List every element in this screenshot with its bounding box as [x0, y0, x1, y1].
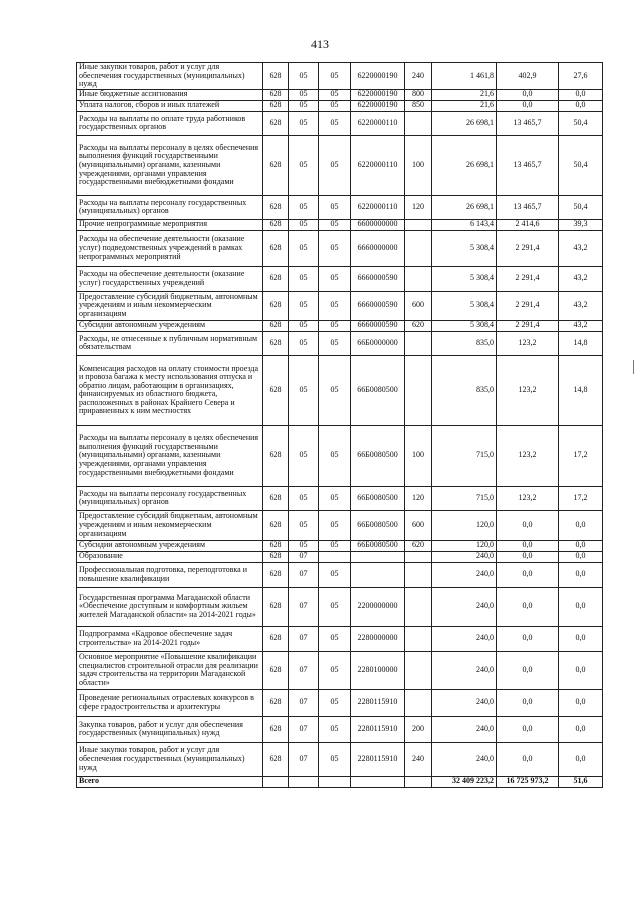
cell-percent: 43,2 [559, 266, 603, 291]
cell-expense-type [405, 111, 432, 135]
cell-percent: 17,2 [559, 425, 603, 486]
cell-section: 05 [289, 230, 319, 266]
cell-actual: 13 465,7 [497, 135, 559, 195]
cell-ved: 628 [263, 551, 289, 562]
cell-plan: 5 308,4 [432, 230, 497, 266]
cell-plan: 835,0 [432, 331, 497, 355]
total-plan: 32 409 223,2 [432, 776, 497, 787]
cell-empty [405, 776, 432, 787]
cell-expense-type: 600 [405, 291, 432, 320]
cell-percent: 0,0 [559, 540, 603, 551]
cell-percent: 43,2 [559, 230, 603, 266]
cell-section: 07 [289, 551, 319, 562]
cell-name: Расходы, не отнесенные к публичным нормативным обязательствам [77, 331, 263, 355]
cell-name: Предоставление субсидий бюджетным, автономным учреждениям и иным некоммерческим организациям [77, 291, 263, 320]
cell-actual: 0,0 [497, 742, 559, 776]
cell-ved: 628 [263, 320, 289, 331]
cell-section: 05 [289, 100, 319, 111]
table-row [77, 626, 603, 651]
table-row [77, 510, 603, 540]
cell-section: 05 [289, 510, 319, 540]
table-row [77, 540, 603, 551]
cell-empty [289, 776, 319, 787]
page-number: 413 [311, 37, 329, 51]
cell-percent: 0,0 [559, 626, 603, 651]
cell-name: Иные бюджетные ассигнования [77, 89, 263, 100]
cell-target-article: 66Б0080500 [351, 510, 405, 540]
cell-subsection: 05 [319, 195, 351, 219]
cell-section: 07 [289, 626, 319, 651]
cell-percent: 0,0 [559, 510, 603, 540]
cell-subsection: 05 [319, 486, 351, 510]
cell-ved: 628 [263, 219, 289, 230]
cell-expense-type [405, 219, 432, 230]
cell-target-article [351, 551, 405, 562]
table-row [77, 486, 603, 510]
cell-section: 05 [289, 266, 319, 291]
cell-expense-type: 100 [405, 135, 432, 195]
cell-subsection: 05 [319, 510, 351, 540]
cell-target-article: 6660000590 [351, 266, 405, 291]
cell-section: 07 [289, 716, 319, 742]
cell-subsection: 05 [319, 562, 351, 587]
cell-plan: 21,6 [432, 89, 497, 100]
table-row [77, 689, 603, 716]
cell-subsection: 05 [319, 219, 351, 230]
cell-subsection: 05 [319, 651, 351, 689]
cell-actual: 0,0 [497, 100, 559, 111]
cell-section: 05 [289, 486, 319, 510]
cell-actual: 2 291,4 [497, 320, 559, 331]
cell-ved: 628 [263, 540, 289, 551]
cell-name: Иные закупки товаров, работ и услуг для обеспечения государственных (муниципальных) нужд [77, 742, 263, 776]
cell-ved: 628 [263, 562, 289, 587]
cell-target-article [351, 562, 405, 587]
cell-actual: 0,0 [497, 716, 559, 742]
table-row [77, 320, 603, 331]
cell-percent: 50,4 [559, 111, 603, 135]
cell-ved: 628 [263, 626, 289, 651]
cell-section: 05 [289, 135, 319, 195]
cell-name: Прочие непрограммные мероприятия [77, 219, 263, 230]
cell-actual: 123,2 [497, 355, 559, 425]
cell-ved: 628 [263, 355, 289, 425]
margin-mark [633, 360, 634, 374]
table-row [77, 230, 603, 266]
table-row [77, 100, 603, 111]
cell-plan: 240,0 [432, 651, 497, 689]
cell-section: 07 [289, 587, 319, 626]
table-row [77, 651, 603, 689]
cell-percent: 0,0 [559, 551, 603, 562]
cell-actual: 0,0 [497, 551, 559, 562]
cell-ved: 628 [263, 510, 289, 540]
table-row [77, 331, 603, 355]
cell-ved: 628 [263, 111, 289, 135]
cell-target-article: 6220000190 [351, 89, 405, 100]
table-row [77, 89, 603, 100]
table-row [77, 425, 603, 486]
cell-percent: 39,3 [559, 219, 603, 230]
cell-target-article: 66Б0080500 [351, 540, 405, 551]
cell-name: Расходы на выплаты по оплате труда работников государственных органов [77, 111, 263, 135]
cell-section: 05 [289, 111, 319, 135]
cell-percent: 43,2 [559, 291, 603, 320]
cell-actual: 123,2 [497, 331, 559, 355]
cell-target-article: 6220000190 [351, 63, 405, 90]
cell-name: Предоставление субсидий бюджетным, автономным учреждениям и иным некоммерческим организациям [77, 510, 263, 540]
cell-empty [319, 776, 351, 787]
cell-expense-type: 800 [405, 89, 432, 100]
cell-ved: 628 [263, 331, 289, 355]
cell-name: Проведение региональных отраслевых конкурсов в сфере градостроительства и архитектуры [77, 689, 263, 716]
cell-ved: 628 [263, 195, 289, 219]
cell-plan: 1 461,8 [432, 63, 497, 90]
cell-percent: 0,0 [559, 716, 603, 742]
cell-name: Расходы на выплаты персоналу в целях обеспечения выполнения функций государственными (муниципальными) органами, казенными учреждениями, органами управления государственными внебюджетными фондами [77, 425, 263, 486]
cell-target-article: 2280100000 [351, 651, 405, 689]
cell-name: Образование [77, 551, 263, 562]
cell-percent: 0,0 [559, 587, 603, 626]
cell-percent: 0,0 [559, 742, 603, 776]
cell-section: 05 [289, 320, 319, 331]
table-row [77, 562, 603, 587]
cell-subsection: 05 [319, 626, 351, 651]
cell-name: Расходы на выплаты персоналу государственных (муниципальных) органов [77, 195, 263, 219]
cell-subsection [319, 551, 351, 562]
cell-plan: 5 308,4 [432, 266, 497, 291]
table-row [77, 266, 603, 291]
cell-subsection: 05 [319, 266, 351, 291]
cell-subsection: 05 [319, 89, 351, 100]
cell-subsection: 05 [319, 540, 351, 551]
cell-target-article: 66Б0000000 [351, 331, 405, 355]
cell-expense-type [405, 551, 432, 562]
table-row [77, 195, 603, 219]
cell-expense-type [405, 266, 432, 291]
cell-subsection: 05 [319, 716, 351, 742]
cell-ved: 628 [263, 425, 289, 486]
cell-empty [351, 776, 405, 787]
cell-expense-type: 120 [405, 195, 432, 219]
cell-percent: 50,4 [559, 135, 603, 195]
cell-actual: 0,0 [497, 626, 559, 651]
cell-expense-type: 620 [405, 540, 432, 551]
cell-target-article: 6220000190 [351, 100, 405, 111]
cell-percent: 0,0 [559, 689, 603, 716]
cell-plan: 240,0 [432, 587, 497, 626]
cell-ved: 628 [263, 135, 289, 195]
cell-plan: 240,0 [432, 562, 497, 587]
total-actual: 16 725 973,2 [497, 776, 559, 787]
cell-name: Закупка товаров, работ и услуг для обеспечения государственных (муниципальных) нужд [77, 716, 263, 742]
cell-target-article: 2280115910 [351, 689, 405, 716]
cell-actual: 13 465,7 [497, 111, 559, 135]
table-row [77, 291, 603, 320]
cell-plan: 5 308,4 [432, 320, 497, 331]
cell-section: 05 [289, 63, 319, 90]
cell-section: 05 [289, 425, 319, 486]
table-row [77, 716, 603, 742]
cell-subsection: 05 [319, 100, 351, 111]
cell-subsection: 05 [319, 111, 351, 135]
cell-actual: 123,2 [497, 486, 559, 510]
cell-name: Профессиональная подготовка, переподготовка и повышение квалификации [77, 562, 263, 587]
total-label: Всего [77, 776, 263, 787]
cell-subsection: 05 [319, 425, 351, 486]
cell-subsection: 05 [319, 742, 351, 776]
table-row [77, 111, 603, 135]
cell-section: 05 [289, 219, 319, 230]
cell-plan: 240,0 [432, 551, 497, 562]
cell-plan: 120,0 [432, 510, 497, 540]
cell-name: Государственная программа Магаданской области «Обеспечение доступным и комфортным жильем жителей Магаданской области» на 2014-2021 годы» [77, 587, 263, 626]
cell-ved: 628 [263, 230, 289, 266]
cell-percent: 0,0 [559, 89, 603, 100]
cell-actual: 0,0 [497, 651, 559, 689]
cell-subsection: 05 [319, 331, 351, 355]
cell-target-article: 2280115910 [351, 716, 405, 742]
cell-target-article: 2280115910 [351, 742, 405, 776]
budget-table [76, 62, 603, 788]
cell-plan: 715,0 [432, 486, 497, 510]
cell-percent: 14,8 [559, 355, 603, 425]
table-row [77, 551, 603, 562]
cell-section: 05 [289, 355, 319, 425]
cell-empty [263, 776, 289, 787]
cell-percent: 0,0 [559, 100, 603, 111]
cell-plan: 240,0 [432, 716, 497, 742]
cell-section: 07 [289, 562, 319, 587]
cell-expense-type: 120 [405, 486, 432, 510]
cell-expense-type [405, 689, 432, 716]
cell-actual: 0,0 [497, 540, 559, 551]
cell-section: 07 [289, 651, 319, 689]
cell-ved: 628 [263, 716, 289, 742]
cell-expense-type [405, 651, 432, 689]
cell-name: Расходы на выплаты персоналу в целях обеспечения выполнения функций государственными (муниципальными) органами, казенными учреждениями, органами управления государственными внебюджетными фондами [77, 135, 263, 195]
cell-expense-type: 240 [405, 742, 432, 776]
cell-ved: 628 [263, 742, 289, 776]
cell-target-article: 66Б0080500 [351, 425, 405, 486]
cell-ved: 628 [263, 89, 289, 100]
cell-name: Компенсация расходов на оплату стоимости проезда и провоза багажа к месту использования отпуска и обратно лицам, работающим в организациях, финансируемых из областного бюджета, расположенных в районах Крайнего Севера и приравненных к ним местностях [77, 355, 263, 425]
table-row [77, 355, 603, 425]
cell-name: Расходы на выплаты персоналу государственных (муниципальных) органов [77, 486, 263, 510]
cell-expense-type [405, 562, 432, 587]
cell-actual: 0,0 [497, 587, 559, 626]
cell-section: 05 [289, 195, 319, 219]
table-row [77, 135, 603, 195]
cell-target-article: 6220000110 [351, 135, 405, 195]
cell-ved: 628 [263, 100, 289, 111]
cell-target-article: 6220000110 [351, 195, 405, 219]
cell-plan: 26 698,1 [432, 135, 497, 195]
cell-ved: 628 [263, 651, 289, 689]
cell-name: Подпрограмма «Кадровое обеспечение задач строительства» на 2014-2021 годы» [77, 626, 263, 651]
cell-plan: 120,0 [432, 540, 497, 551]
cell-name: Иные закупки товаров, работ и услуг для обеспечения государственных (муниципальных) нужд [77, 63, 263, 90]
cell-name: Расходы на обеспечение деятельности (оказание услуг) подведомственных учреждений в рамках непрограммных мероприятий [77, 230, 263, 266]
table-row [77, 587, 603, 626]
cell-actual: 0,0 [497, 689, 559, 716]
cell-target-article: 6600000000 [351, 219, 405, 230]
cell-plan: 240,0 [432, 689, 497, 716]
cell-actual: 0,0 [497, 89, 559, 100]
cell-actual: 2 291,4 [497, 266, 559, 291]
cell-expense-type: 200 [405, 716, 432, 742]
cell-plan: 6 143,4 [432, 219, 497, 230]
cell-section: 05 [289, 331, 319, 355]
cell-name: Субсидии автономным учреждениям [77, 540, 263, 551]
cell-percent: 27,6 [559, 63, 603, 90]
cell-percent: 0,0 [559, 651, 603, 689]
cell-actual: 0,0 [497, 562, 559, 587]
cell-subsection: 05 [319, 587, 351, 626]
cell-ved: 628 [263, 486, 289, 510]
cell-percent: 50,4 [559, 195, 603, 219]
cell-section: 05 [289, 89, 319, 100]
cell-percent: 43,2 [559, 320, 603, 331]
cell-subsection: 05 [319, 230, 351, 266]
cell-subsection: 05 [319, 63, 351, 90]
cell-target-article: 6660000000 [351, 230, 405, 266]
cell-subsection: 05 [319, 291, 351, 320]
cell-section: 05 [289, 291, 319, 320]
cell-target-article: 66Б0080500 [351, 486, 405, 510]
cell-target-article: 6660000590 [351, 320, 405, 331]
cell-section: 05 [289, 540, 319, 551]
cell-expense-type: 240 [405, 63, 432, 90]
cell-plan: 240,0 [432, 626, 497, 651]
cell-target-article: 2200000000 [351, 587, 405, 626]
cell-percent: 17,2 [559, 486, 603, 510]
table-row [77, 742, 603, 776]
cell-plan: 21,6 [432, 100, 497, 111]
cell-plan: 26 698,1 [432, 195, 497, 219]
cell-plan: 835,0 [432, 355, 497, 425]
cell-expense-type [405, 355, 432, 425]
cell-actual: 2 291,4 [497, 230, 559, 266]
cell-section: 07 [289, 689, 319, 716]
cell-expense-type [405, 331, 432, 355]
cell-actual: 402,9 [497, 63, 559, 90]
cell-name: Уплата налогов, сборов и иных платежей [77, 100, 263, 111]
cell-actual: 13 465,7 [497, 195, 559, 219]
cell-plan: 240,0 [432, 742, 497, 776]
cell-name: Расходы на обеспечение деятельности (оказание услуг) государственных учреждений [77, 266, 263, 291]
cell-ved: 628 [263, 689, 289, 716]
table-body [77, 63, 603, 788]
cell-ved: 628 [263, 587, 289, 626]
cell-expense-type: 850 [405, 100, 432, 111]
cell-expense-type: 600 [405, 510, 432, 540]
cell-name: Субсидии автономным учреждениям [77, 320, 263, 331]
cell-plan: 26 698,1 [432, 111, 497, 135]
table-row [77, 63, 603, 90]
cell-actual: 0,0 [497, 510, 559, 540]
cell-ved: 628 [263, 63, 289, 90]
cell-plan: 5 308,4 [432, 291, 497, 320]
cell-expense-type [405, 587, 432, 626]
cell-target-article: 66Б0080500 [351, 355, 405, 425]
cell-target-article: 6220000110 [351, 111, 405, 135]
cell-expense-type [405, 626, 432, 651]
cell-subsection: 05 [319, 320, 351, 331]
cell-name: Основное мероприятие «Повышение квалификации специалистов строительной отрасли для реализации задач строительства на территории Магаданской области» [77, 651, 263, 689]
total-row [77, 776, 603, 787]
cell-plan: 715,0 [432, 425, 497, 486]
table-row [77, 219, 603, 230]
cell-expense-type [405, 230, 432, 266]
cell-section: 07 [289, 742, 319, 776]
cell-ved: 628 [263, 291, 289, 320]
cell-ved: 628 [263, 266, 289, 291]
cell-percent: 14,8 [559, 331, 603, 355]
cell-subsection: 05 [319, 355, 351, 425]
cell-expense-type: 100 [405, 425, 432, 486]
cell-target-article: 6660000590 [351, 291, 405, 320]
cell-expense-type: 620 [405, 320, 432, 331]
cell-actual: 123,2 [497, 425, 559, 486]
cell-subsection: 05 [319, 689, 351, 716]
cell-target-article: 2280000000 [351, 626, 405, 651]
total-percent: 51,6 [559, 776, 603, 787]
cell-actual: 2 291,4 [497, 291, 559, 320]
cell-actual: 2 414,6 [497, 219, 559, 230]
cell-percent: 0,0 [559, 562, 603, 587]
cell-subsection: 05 [319, 135, 351, 195]
